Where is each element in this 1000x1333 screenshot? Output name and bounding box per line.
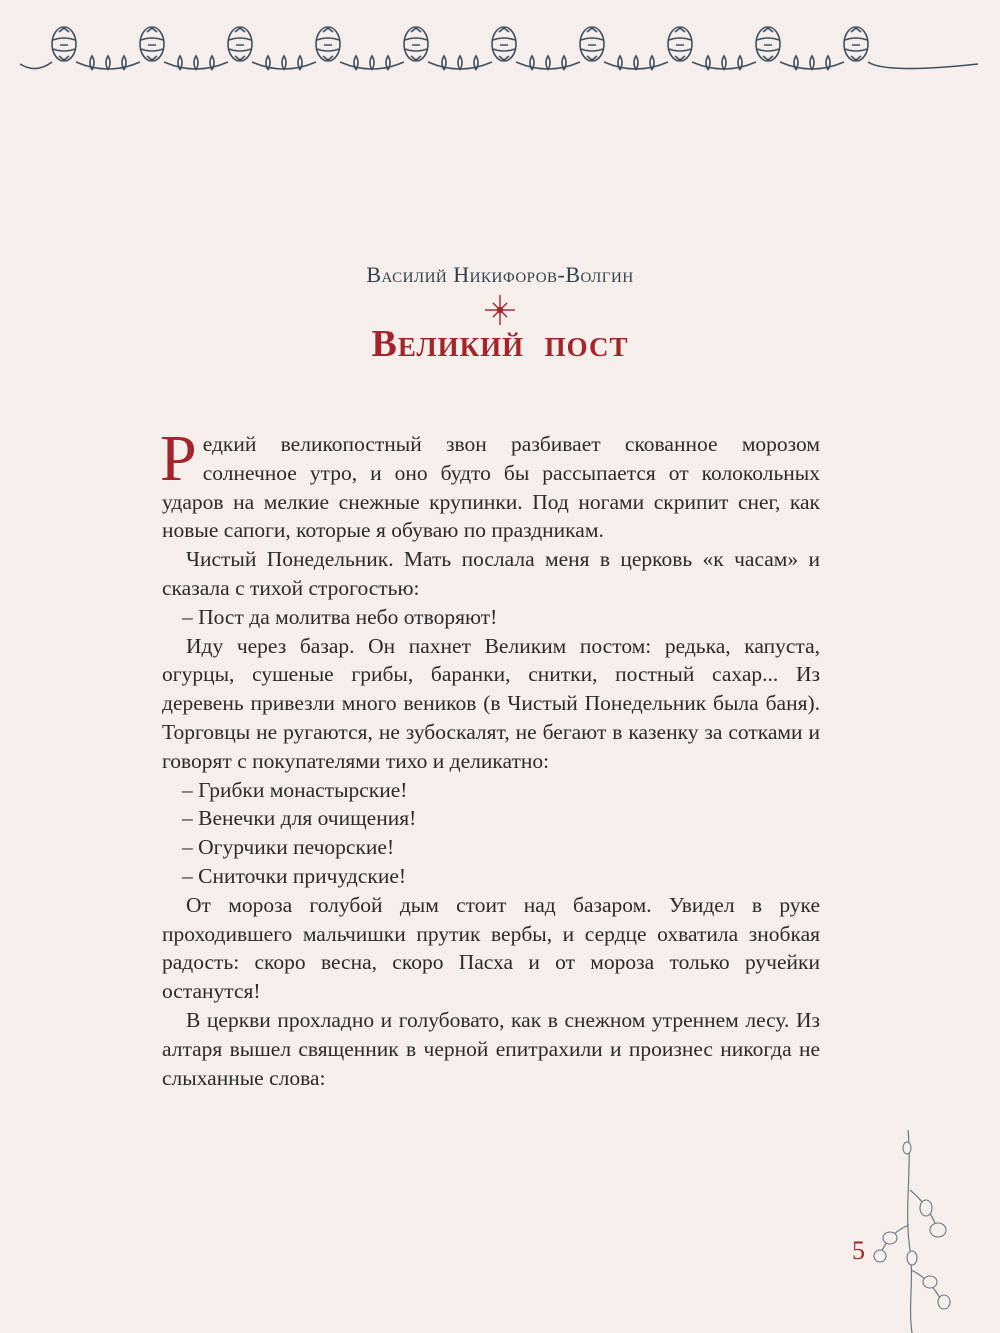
paragraph-4: От мороза голубой дым стоит над базаром. Увидел в руке проходившего мальчишки прутик вербы, и сердце охватила знобкая радость: скоро весна, скоро Пасха и от мороза только ручейки останутся!	[162, 892, 820, 1004]
chapter-title: Великий пост	[371, 323, 629, 365]
paragraph-2: Чистый Понедельник. Мать послала меня в церковь «к часам» и сказала с тихой строгостью:	[162, 547, 820, 600]
dialogue-line: – Огурчики печорские!	[182, 835, 395, 860]
dialogue-line: – Грибки монастырские!	[182, 777, 408, 802]
author-name: Василий Никифоров-Волгин	[366, 262, 634, 287]
paragraph-3: Иду через базар. Он пахнет Великим постом: редька, капуста, огурцы, сушеные грибы, баранки, снитки, постный сахар... Из деревень привезли много веников (в Чистый Понедельник была баня). Торговцы не ругаются, не зубоскалят, не бегают в казенку за сотками и говорят с покупателями тихо и деликатно:	[162, 633, 820, 773]
dialogue-line: – Пост да молитва небо отворяют!	[182, 604, 498, 629]
willow-branch-icon	[860, 1130, 980, 1333]
dialogue-line: – Сниточки причудские!	[182, 863, 407, 888]
paragraph-5: В церкви прохладно и голубовато, как в снежном утреннем лесу. Из алтаря вышел священник в черной епитрахили и произнес никогда не слыханные слова:	[162, 1007, 820, 1090]
drop-cap: Р	[160, 422, 197, 495]
paragraph-1: Редкий великопостный звон разбивает скованное морозом солнечное утро, и оно будто бы рассыпается от колокольных ударов на мелкие снежные крупинки. Под ногами скрипит снег, как новые сапоги, которые я обуваю по праздникам.	[160, 422, 820, 543]
easter-egg-border-icon	[18, 14, 982, 84]
body-text	[160, 422, 820, 1092]
page-number: 5	[852, 1236, 865, 1265]
dialogue-line: – Венечки для очищения!	[182, 806, 417, 831]
